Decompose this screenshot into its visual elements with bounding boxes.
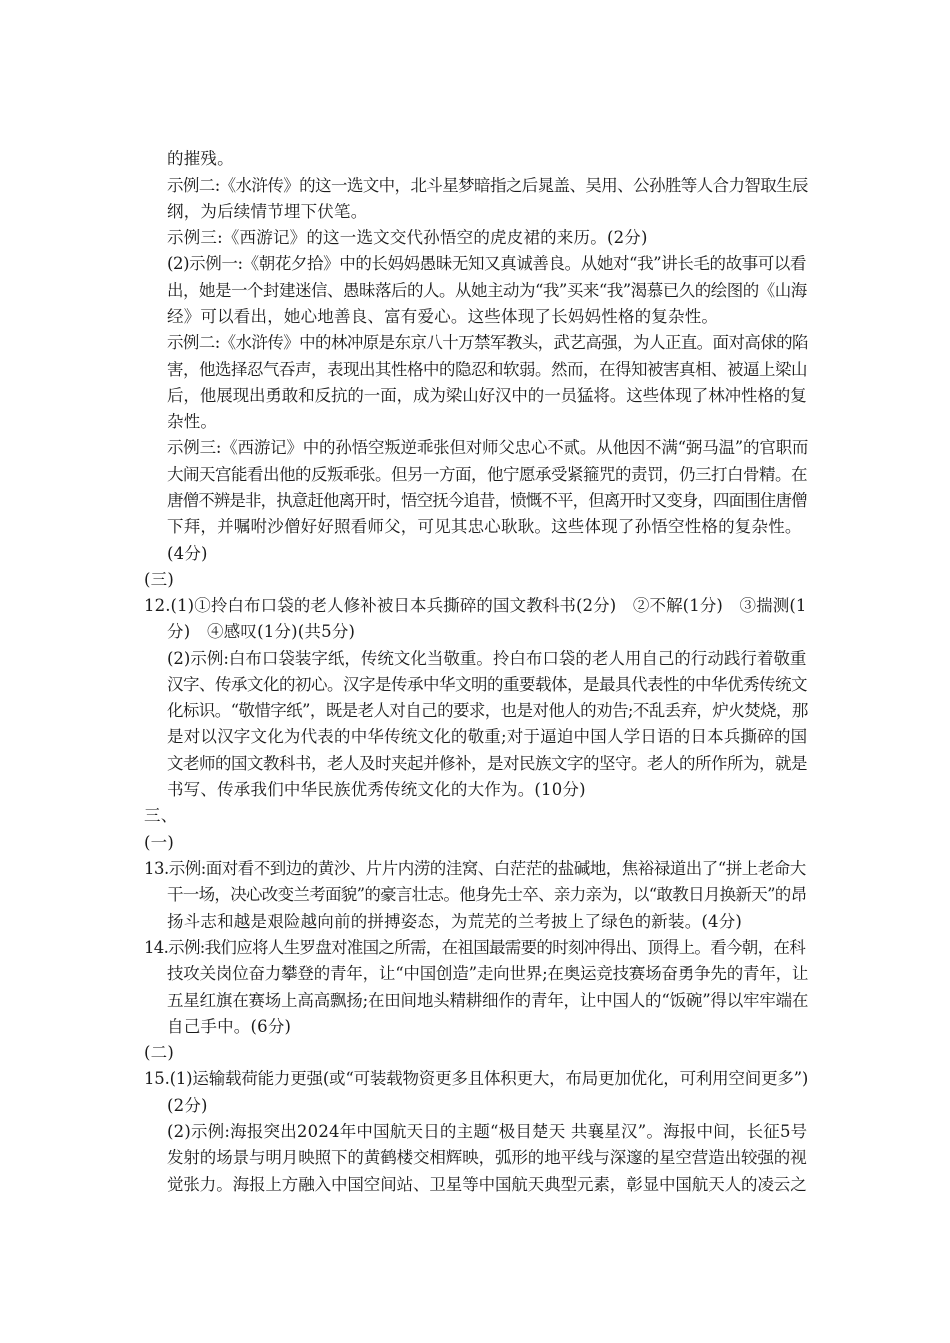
section-heading: (一) <box>144 833 174 852</box>
text-line: 示例二:《水浒传》的这一选文中，北斗星梦暗指之后晁盖、吴用、公孙胜等人合力智取生辰 <box>167 176 808 195</box>
section-heading: 三、 <box>144 806 178 825</box>
text-line: 分) ④感叹(1分)(共5分) <box>167 622 356 641</box>
text-line: 化标识。“敬惜字纸”，既是老人对自己的要求，也是对他人的劝告;不乱丢弃，炉火焚烧，那 <box>167 701 808 720</box>
text-line: 大闹天宫能看出他的反叛乖张。但另一方面，他宁愿承受紧箍咒的责罚，仍三打白骨精。在 <box>167 465 807 484</box>
text-line: 技攻关岗位奋力攀登的青年，让“中国创造”走向世界;在奥运竞技赛场奋勇争先的青年，让 <box>167 964 809 983</box>
text-line: 示例三:《西游记》中的孙悟空叛逆乖张但对师父忠心不贰。从他因不满“弼马温”的官职而 <box>167 438 809 457</box>
text-line: (4分) <box>167 544 208 563</box>
section-heading: (三) <box>144 570 174 589</box>
text-line: 文老师的国文教科书，老人及时夹起并修补，是对民族文字的坚守。老人的所作所为，就是 <box>167 754 807 773</box>
text-line: (2)示例一:《朝花夕拾》中的长妈妈愚昧无知又真诚善良。从她对“我”讲长毛的故事可以看 <box>167 254 807 273</box>
text-line: 唐僧不辨是非，执意赶他离开时，悟空抚今追昔，愤慨不平，但离开时又变身，四面围住唐僧 <box>167 491 807 510</box>
text-line: (2分) <box>167 1096 208 1115</box>
question-14: 14.示例:我们应将人生罗盘对准国之所需，在祖国最需要的时刻冲得出、顶得上。看今朝，在科 <box>144 938 805 957</box>
text-line: (2)示例:白布口袋装字纸，传统文化当敬重。拎白布口袋的老人用自己的行动践行着敬重 <box>167 649 807 668</box>
text-line: 自己手中。(6分) <box>167 1017 292 1036</box>
text-line: 出，她是一个封建迷信、愚昧落后的人。从她主动为“我”买来“我”渴慕已久的绘图的《山海 <box>167 281 807 300</box>
text-line: 发射的场景与明月映照下的黄鹤楼交相辉映，弧形的地平线与深邃的星空营造出较强的视 <box>167 1148 807 1167</box>
question-15: 15.(1)运输载荷能力更强(或“可装载物资更多且体积更大，布局更加优化，可利用空间更多”) <box>144 1069 809 1088</box>
text-line: (2)示例:海报突出2024年中国航天日的主题“极目楚天 共襄星汉”。海报中间，长征5号 <box>167 1122 808 1141</box>
question-12: 12.(1)①拎白布口袋的老人修补被日本兵撕碎的国文教科书(2分) ②不解(1分) ③揣测(1 <box>144 596 807 615</box>
text-line: 下拜，并嘱咐沙僧好好照看师父，可见其忠心耿耿。这些体现了孙悟空性格的复杂性。 <box>167 517 802 536</box>
text-line: 的摧残。 <box>167 149 234 168</box>
text-line: 纲，为后续情节埋下伏笔。 <box>167 202 368 221</box>
text-line: 示例二:《水浒传》中的林冲原是东京八十万禁军教头，武艺高强，为人正直。面对高俅的陷 <box>167 333 808 352</box>
text-line: 觉张力。海报上方融入中国空间站、卫星等中国航天典型元素，彰显中国航天人的凌云之 <box>167 1175 807 1194</box>
text-line: 害，他选择忍气吞声，表现出其性格中的隐忍和软弱。然而，在得知被害真相、被逼上梁山 <box>167 360 807 379</box>
section-heading: (二) <box>144 1043 174 1062</box>
text-line: 杂性。 <box>167 412 218 431</box>
text-line: 是对以汉字文化为代表的中华传统文化的敬重;对于逼迫中国人学日语的日本兵撕碎的国 <box>167 727 808 746</box>
question-13: 13.示例:面对看不到边的黄沙、片片内涝的洼窝、白茫茫的盐碱地，焦裕禄道出了“拼上老命大 <box>144 859 806 878</box>
text-line: 干一场，决心改变兰考面貌”的豪言壮志。他身先士卒、亲力亲为，以“敢教日月换新天”的昂 <box>167 885 807 904</box>
text-line: 经》可以看出，她心地善良、富有爱心。这些体现了长妈妈性格的复杂性。 <box>167 307 719 326</box>
text-line: 书写、传承我们中华民族优秀传统文化的大作为。(10分) <box>167 780 586 799</box>
text-line: 示例三:《西游记》的这一选文交代孙悟空的虎皮裙的来历。(2分) <box>167 228 648 247</box>
text-line: 五星红旗在赛场上高高飘扬;在田间地头精耕细作的青年，让中国人的“饭碗”得以牢牢端在 <box>167 991 809 1010</box>
text-line: 后，他展现出勇敢和反抗的一面，成为梁山好汉中的一员猛将。这些体现了林冲性格的复 <box>167 386 807 405</box>
text-line: 汉字、传承文化的初心。汉字是传承中华文明的重要载体，是最具代表性的中华优秀传统文 <box>167 675 807 694</box>
text-line: 扬斗志和越是艰险越向前的拼搏姿态，为荒芜的兰考披上了绿色的新装。(4分) <box>167 912 743 931</box>
